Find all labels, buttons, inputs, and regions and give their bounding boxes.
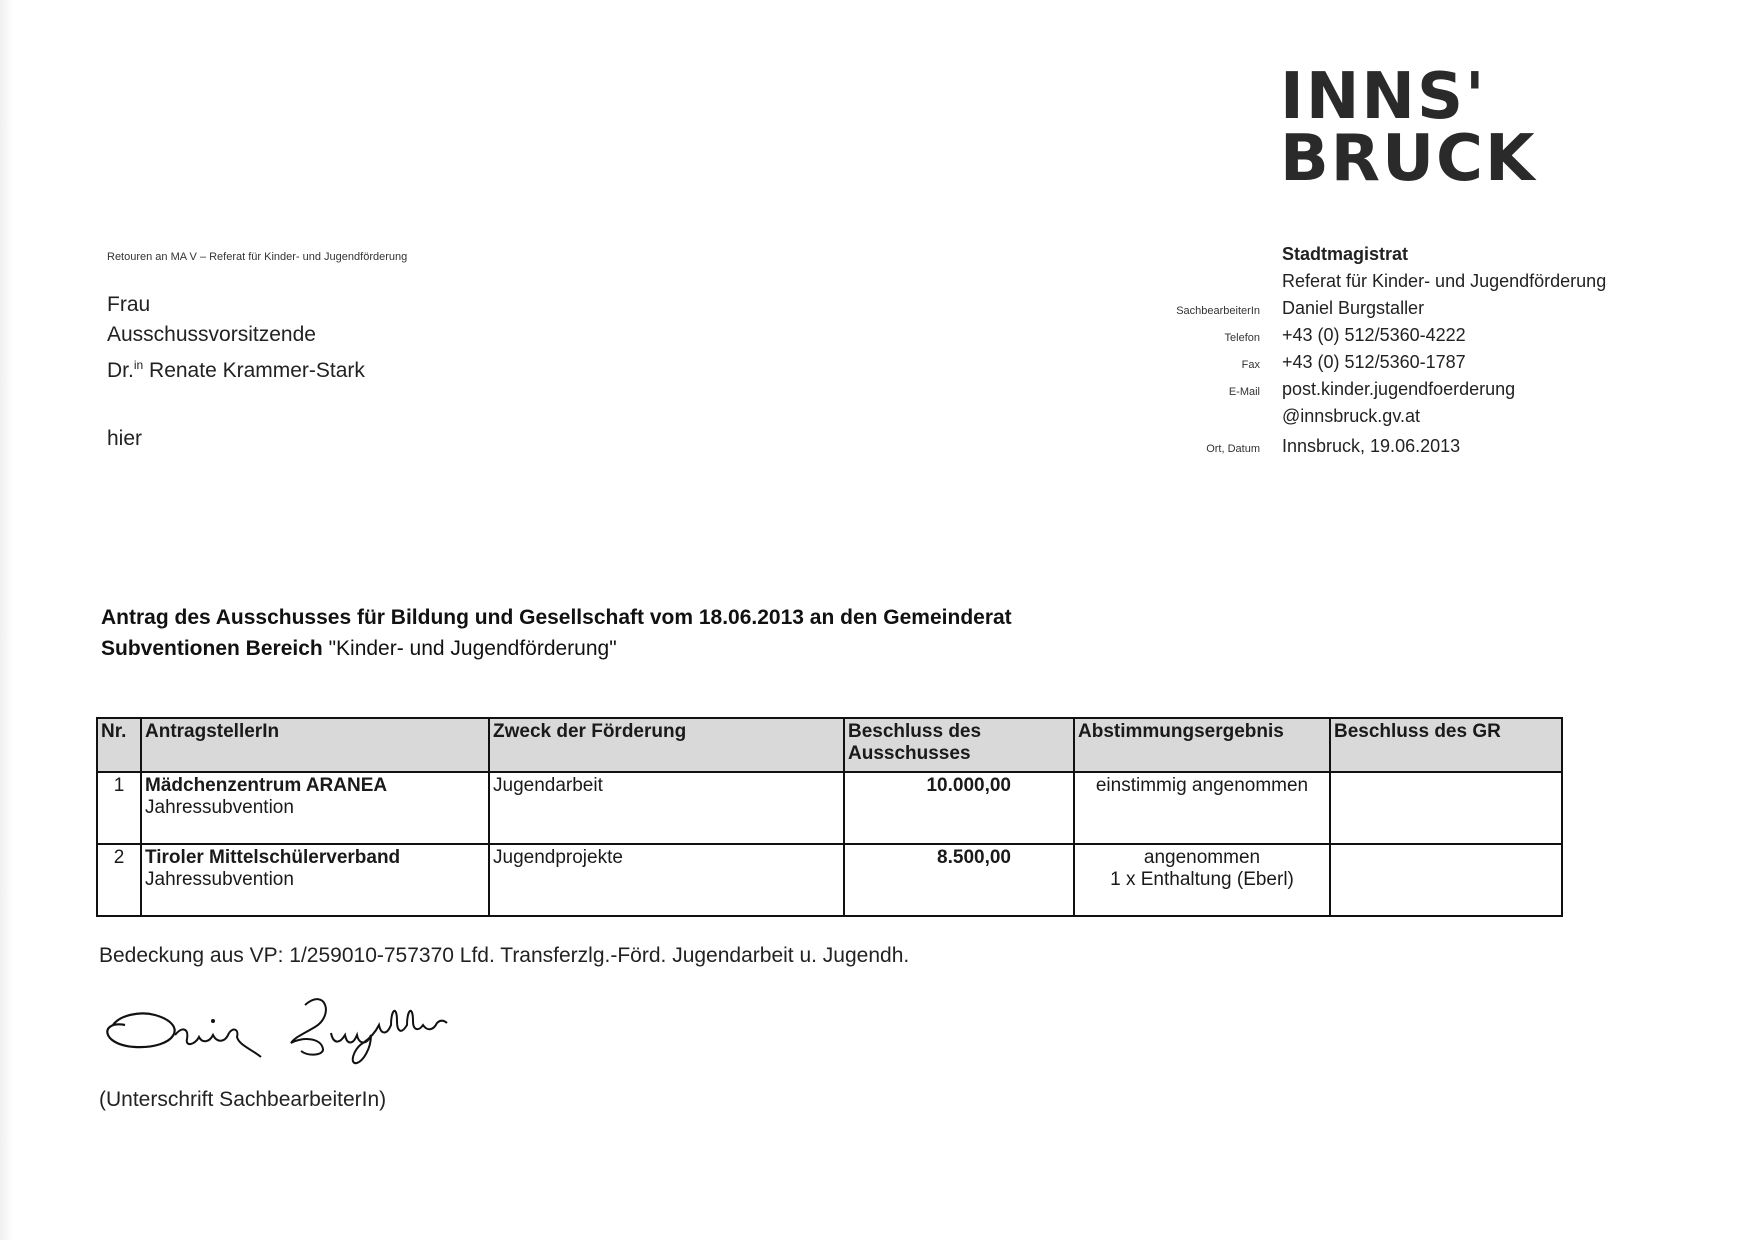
vote-line-1: angenommen	[1143, 847, 1261, 868]
innsbruck-logo	[1280, 60, 1537, 196]
recipient-role: Ausschussvorsitzende	[107, 323, 316, 346]
signature-caption: (Unterschrift SachbearbeiterIn)	[99, 1088, 387, 1111]
row-amount: 10.000,00	[844, 772, 1074, 844]
header-nr: Nr.	[97, 718, 141, 772]
recipient-name-line	[107, 350, 365, 386]
fax-value: +43 (0) 512/5360-1787	[1282, 352, 1466, 372]
header-purpose: Zweck der Förderung	[489, 718, 844, 772]
fax-label: Fax	[1241, 359, 1260, 371]
table-header-row	[97, 718, 1562, 772]
document-heading	[101, 602, 1012, 664]
applicant-name: Mädchenzentrum ARANEA	[145, 775, 388, 796]
header-vote: Abstimmungsergebnis	[1074, 718, 1330, 772]
header-applicant: AntragstellerIn	[141, 718, 489, 772]
row-vote	[1074, 772, 1330, 844]
row-nr: 2	[97, 844, 141, 916]
recipient-address	[107, 290, 365, 386]
scan-edge	[0, 0, 13, 1240]
logo-line-1: INNS'	[1280, 60, 1487, 134]
vote-line-1: einstimmig angenommen	[1095, 775, 1309, 796]
recipient-title-sup: in	[133, 358, 144, 372]
applicant-subtitle: Jahressubvention	[145, 797, 294, 818]
applicant-name: Tiroler Mittelschülerverband	[145, 847, 401, 868]
table-row	[97, 844, 1562, 916]
heading-line-2-bold: Subventionen Bereich	[101, 637, 323, 660]
vote-line-2: 1 x Enthaltung (Eberl)	[1110, 869, 1294, 890]
clerk-name: Daniel Burgstaller	[1282, 298, 1425, 318]
header-committee-line-1: Beschluss des	[848, 721, 982, 742]
applicant-subtitle: Jahressubvention	[145, 869, 294, 890]
return-address: Retouren an MA V – Referat für Kinder- und Jugendförderung	[107, 251, 408, 263]
row-council	[1330, 844, 1562, 916]
heading-line-2	[101, 633, 1012, 664]
header-committee-decision	[844, 718, 1074, 772]
row-nr: 1	[97, 772, 141, 844]
row-purpose: Jugendprojekte	[489, 844, 844, 916]
header-council-decision: Beschluss des GR	[1330, 718, 1562, 772]
sender-block	[1030, 244, 1690, 463]
sender-org: Stadtmagistrat	[1282, 244, 1409, 264]
subsidy-table	[96, 717, 1563, 917]
email-line-2: @innsbruck.gv.at	[1282, 406, 1420, 426]
clerk-label: SachbearbeiterIn	[1176, 305, 1260, 317]
date-label: Ort, Datum	[1206, 443, 1260, 455]
recipient-title: Dr.	[107, 359, 134, 382]
recipient-salutation: Frau	[107, 293, 151, 316]
phone-label: Telefon	[1224, 332, 1260, 344]
header-committee-line-2: Ausschusses	[848, 743, 971, 764]
email-label: E-Mail	[1228, 386, 1260, 398]
handwritten-signature	[95, 985, 515, 1075]
heading-line-2-plain: "Kinder- und Jugendförderung"	[328, 637, 617, 660]
recipient-hier: hier	[107, 427, 143, 450]
row-vote	[1074, 844, 1330, 916]
row-amount: 8.500,00	[844, 844, 1074, 916]
recipient-name: Renate Krammer-Stark	[149, 359, 365, 382]
row-applicant	[141, 844, 489, 916]
row-purpose: Jugendarbeit	[489, 772, 844, 844]
email-line-1: post.kinder.jugendfoerderung	[1282, 379, 1516, 399]
row-council	[1330, 772, 1562, 844]
heading-line-1: Antrag des Ausschusses für Bildung und Gesellschaft vom 18.06.2013 an den Gemeinderat	[101, 606, 1012, 629]
date-value: Innsbruck, 19.06.2013	[1282, 436, 1461, 456]
logo-line-2: BRUCK	[1280, 122, 1537, 196]
row-applicant	[141, 772, 489, 844]
phone-value: +43 (0) 512/5360-4222	[1282, 325, 1466, 345]
sender-department: Referat für Kinder- und Jugendförderung	[1282, 271, 1607, 291]
table-row	[97, 772, 1562, 844]
budget-coverage: Bedeckung aus VP: 1/259010-757370 Lfd. Transferzlg.-Förd. Jugendarbeit u. Jugendh.	[99, 944, 910, 967]
